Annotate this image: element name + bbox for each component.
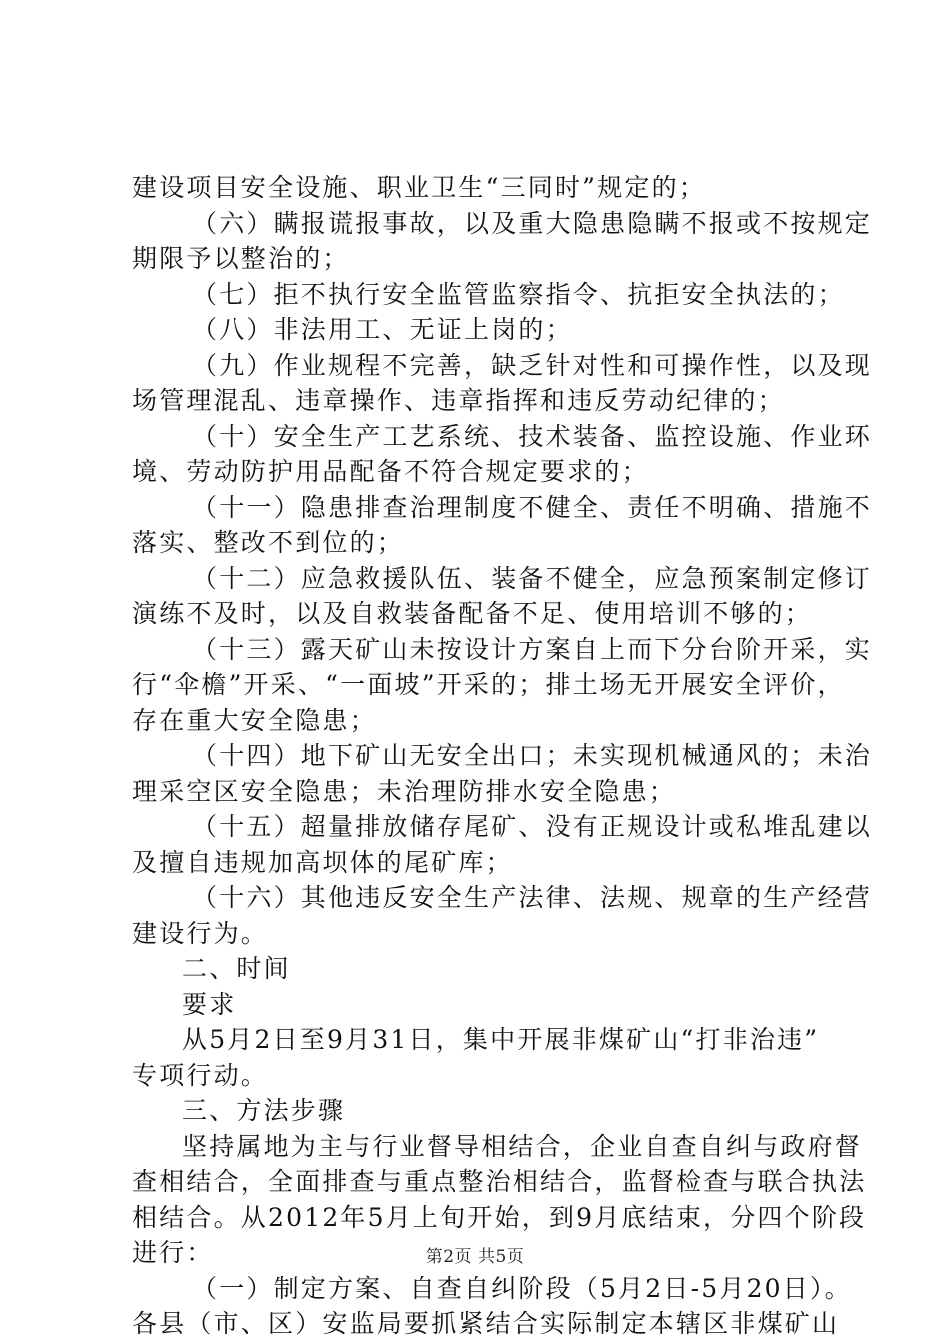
text-line: 从5月2日至9月31日，集中开展非煤矿山“打非治违” bbox=[182, 1025, 820, 1054]
text-line: 存在重大安全隐患； bbox=[132, 705, 377, 735]
text-line: （十一）隐患排查治理制度不健全、责任不明确、措施不 bbox=[192, 492, 873, 522]
text-line: （八）非法用工、无证上岗的； bbox=[192, 315, 573, 344]
section-heading: 二、时间 bbox=[182, 954, 291, 983]
text-line: 坚持属地为主与行业督导相结合，企业自查自纠与政府督 bbox=[182, 1131, 863, 1161]
text-line: 理采空区安全隐患；未治理防排水安全隐患； bbox=[132, 776, 677, 806]
text-line: （十四）地下矿山无安全出口；未实现机械通风的；未治 bbox=[192, 741, 873, 770]
text-line: 进行： bbox=[132, 1238, 214, 1267]
text-line: （七）拒不执行安全监管监察指令、抗拒安全执法的； bbox=[192, 279, 845, 309]
section-heading: 三、方法步骤 bbox=[182, 1096, 346, 1125]
text-line: 落实、整改不到位的； bbox=[132, 528, 405, 557]
text-line: （九）作业规程不完善，缺乏针对性和可操作性，以及现 bbox=[192, 350, 873, 380]
document-body bbox=[132, 170, 873, 1342]
text-line: 建设行为。 bbox=[132, 918, 269, 948]
text-line: 查相结合，全面排查与重点整治相结合，监督检查与联合执法 bbox=[132, 1167, 867, 1196]
text-line: 行“伞檐”开采、“一面坡”开采的；排土场无开展安全评价， bbox=[132, 670, 845, 699]
text-line: （十）安全生产工艺系统、技术装备、监控设施、作业环 bbox=[192, 421, 873, 451]
text-line: （十二）应急救援队伍、装备不健全，应急预案制定修订 bbox=[192, 563, 873, 593]
text-line: （十五）超量排放储存尾矿、没有正规设计或私堆乱建以 bbox=[192, 812, 873, 841]
section-heading: 要求 bbox=[182, 989, 237, 1019]
text-line: 各县（市、区）安监局要抓紧结合实际制定本辖区非煤矿山 bbox=[132, 1309, 840, 1338]
text-line: （六）瞒报谎报事故，以及重大隐患隐瞒不报或不按规定 bbox=[192, 208, 873, 238]
page-number: 第2页 共5页 bbox=[425, 1247, 525, 1267]
text-line: 期限予以整治的； bbox=[132, 244, 350, 273]
text-line: 演练不及时，以及自救装备配备不足、使用培训不够的； bbox=[132, 599, 813, 628]
text-line: 相结合。从2012年5月上旬开始，到9月底结束，分四个阶段 bbox=[132, 1202, 867, 1232]
text-line: 及擅自违规加高坝体的尾矿库； bbox=[132, 847, 513, 877]
text-line: 境、劳动防护用品配备不符合规定要求的； bbox=[132, 457, 649, 486]
text-line: （十三）露天矿山未按设计方案自上而下分台阶开采，实 bbox=[192, 634, 873, 664]
text-line: （十六）其他违反安全生产法律、法规、规章的生产经营 bbox=[192, 883, 873, 912]
text-line: （一）制定方案、自查自纠阶段（5月2日-5月20日）。 bbox=[192, 1273, 852, 1303]
text-line: 专项行动。 bbox=[132, 1060, 269, 1090]
text-line: 建设项目安全设施、职业卫生“三同时”规定的； bbox=[132, 173, 706, 202]
text-line: 场管理混乱、违章操作、违章指挥和违反劳动纪律的； bbox=[132, 386, 785, 415]
